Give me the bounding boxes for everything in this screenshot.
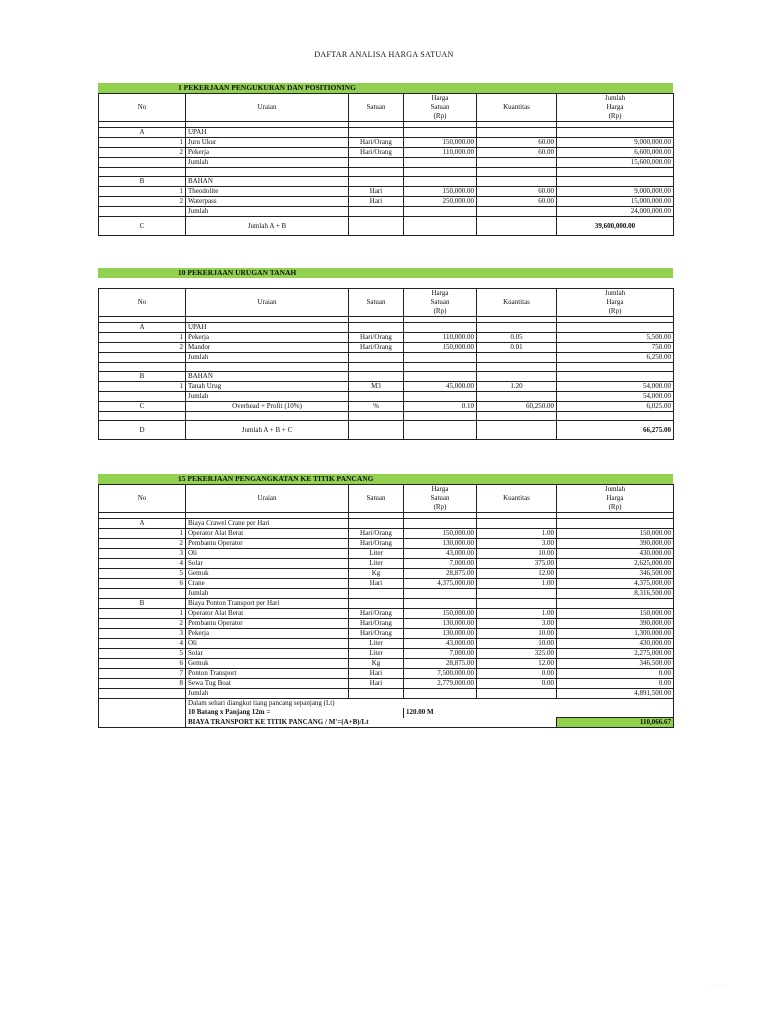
section-title: 10 PEKERJAAN URUGAN TANAH xyxy=(178,268,297,277)
subtotal-row: Jumlah 4,891,500.00 xyxy=(99,689,674,699)
col-harga-satuan: Harga Satuan (Rp) xyxy=(404,289,477,317)
table-row: 7 Ponton Transport Hari 7,500,000.00 0.00 0.00 xyxy=(99,669,674,679)
group-row: B Biaya Ponton Transport per Hari xyxy=(99,599,674,609)
grand-total-row: BIAYA TRANSPORT KE TITIK PANCANG / M'=(A+B)/Lt 110,066.67 xyxy=(99,718,674,728)
table-header-row xyxy=(99,94,674,122)
table-row: 1 Theodolite Hari 150,000.00 60.00 9,000,000.00 xyxy=(99,187,674,197)
col-jumlah-harga: Jumlah Harga (Rp) xyxy=(557,94,674,122)
group-row: B BAHAN xyxy=(99,177,674,187)
group-row: A Biaya Crawel Crane per Hari xyxy=(99,519,674,529)
col-uraian: Uraian xyxy=(186,289,349,317)
table-header-row xyxy=(99,485,674,513)
analysis-table xyxy=(98,93,674,236)
col-harga-satuan: Harga Satuan (Rp) xyxy=(404,94,477,122)
section-pengangkatan xyxy=(98,474,673,728)
table-row: 6 Gemuk Kg 28,875.00 12.00 346,500.00 xyxy=(99,659,674,669)
table-row: 2 Pembantu Operator Hari/Orang 130,000.00 3.00 390,000.00 xyxy=(99,619,674,629)
col-jumlah-harga: Jumlah Harga (Rp) xyxy=(557,289,674,317)
section-pengukuran xyxy=(98,83,673,236)
page-title: DAFTAR ANALISA HARGA SATUAN xyxy=(314,50,454,59)
col-kuantitas: Kuantitas xyxy=(477,485,557,513)
table-row: 2 Pekerja Hari/Orang 110,000.00 60.00 6,600,000.00 xyxy=(99,148,674,158)
table-row: 5 Gemuk Kg 28,875.00 12.00 346,500.00 xyxy=(99,569,674,579)
col-kuantitas: Kuantitas xyxy=(477,94,557,122)
table-row: 1 Operator Alat Berat Hari/Orang 150,000.00 1.00 150,000.00 xyxy=(99,529,674,539)
table-row: 1 Tanah Urug M3 45,000.00 1.20 54,000.00 xyxy=(99,382,674,392)
col-uraian: Uraian xyxy=(186,485,349,513)
analysis-table xyxy=(98,484,674,728)
subtotal-row: Jumlah 24,000,000.00 xyxy=(99,207,674,217)
col-uraian: Uraian xyxy=(186,94,349,122)
section-header xyxy=(98,268,673,278)
col-kuantitas: Kuantitas xyxy=(477,289,557,317)
section-title: 1 PEKERJAAN PENGUKURAN DAN POSITIONING xyxy=(178,83,356,92)
col-jumlah-harga: Jumlah Harga (Rp) xyxy=(557,485,674,513)
table-row: 5 Solar Liter 7,000.00 325.00 2,275,000.00 xyxy=(99,649,674,659)
note-row: Dalam sehari diangkut tiang pancang sepanjang (Lt) xyxy=(99,699,674,709)
section-header xyxy=(98,83,673,93)
col-no: No xyxy=(99,289,186,317)
subtotal-row: Jumlah 8,316,500.00 xyxy=(99,589,674,599)
subtotal-row: Jumlah 15,600,000.00 xyxy=(99,158,674,168)
footer-watermark: · · · · · · · xyxy=(708,984,728,989)
col-no: No xyxy=(99,94,186,122)
table-row: 2 Waterpass Hari 250,000.00 60.00 15,000,000.00 xyxy=(99,197,674,207)
table-row: 1 Pekerja Hari/Orang 110,000.00 0.05 5,500.00 xyxy=(99,333,674,343)
col-no: No xyxy=(99,485,186,513)
table-row: 4 Solar Liter 7,000.00 375.00 2,625,000.00 xyxy=(99,559,674,569)
table-row: 6 Crane Hari 4,375,000.00 1.00 4,375,000.00 xyxy=(99,579,674,589)
table-row: 4 Oli Liter 43,000.00 10.00 430,000.00 xyxy=(99,639,674,649)
table-row: 8 Sewa Tug Boat Hari 2,779,000.00 0.00 0.00 xyxy=(99,679,674,689)
table-row: 3 Pekerja Hari/Orang 130,000.00 10.00 1,300,000.00 xyxy=(99,629,674,639)
total-row: C Jumlah A + B 39,600,000.00 xyxy=(99,217,674,236)
table-row: 2 Pembantu Operator Hari/Orang 130,000.00 3.00 390,000.00 xyxy=(99,539,674,549)
table-header-row xyxy=(99,289,674,317)
col-harga-satuan: Harga Satuan (Rp) xyxy=(404,485,477,513)
table-row: 1 Juru Ukur Hari/Orang 150,000.00 60.00 9,000,000.00 xyxy=(99,138,674,148)
col-satuan: Satuan xyxy=(349,289,404,317)
table-row: 1 Operator Alat Berat Hari/Orang 150,000.00 1.00 150,000.00 xyxy=(99,609,674,619)
subtotal-row: Jumlah 6,250.00 xyxy=(99,353,674,363)
section-header xyxy=(98,474,673,484)
total-row: D Jumlah A + B + C 66,275.00 xyxy=(99,421,674,440)
overhead-row: C Overhead + Profit (10%) % 0.10 60,250.00 6,025.00 xyxy=(99,402,674,412)
table-row: 3 Oli Liter 43,000.00 10.00 430,000.00 xyxy=(99,549,674,559)
table-row: 2 Mandor Hari/Orang 150,000.00 0.01 750.00 xyxy=(99,343,674,353)
group-row: B BAHAN xyxy=(99,372,674,382)
col-satuan: Satuan xyxy=(349,94,404,122)
col-satuan: Satuan xyxy=(349,485,404,513)
group-row: A UPAH xyxy=(99,323,674,333)
group-row: A UPAH xyxy=(99,128,674,138)
section-urugan xyxy=(98,268,673,440)
note-row: 10 Batang x Panjang 12m = 120.00 M xyxy=(99,708,674,718)
subtotal-row: Jumlah 54,000.00 xyxy=(99,392,674,402)
analysis-table xyxy=(98,288,674,440)
section-title: 15 PEKERJAAN PENGANGKATAN KE TITIK PANCANG xyxy=(178,474,374,483)
